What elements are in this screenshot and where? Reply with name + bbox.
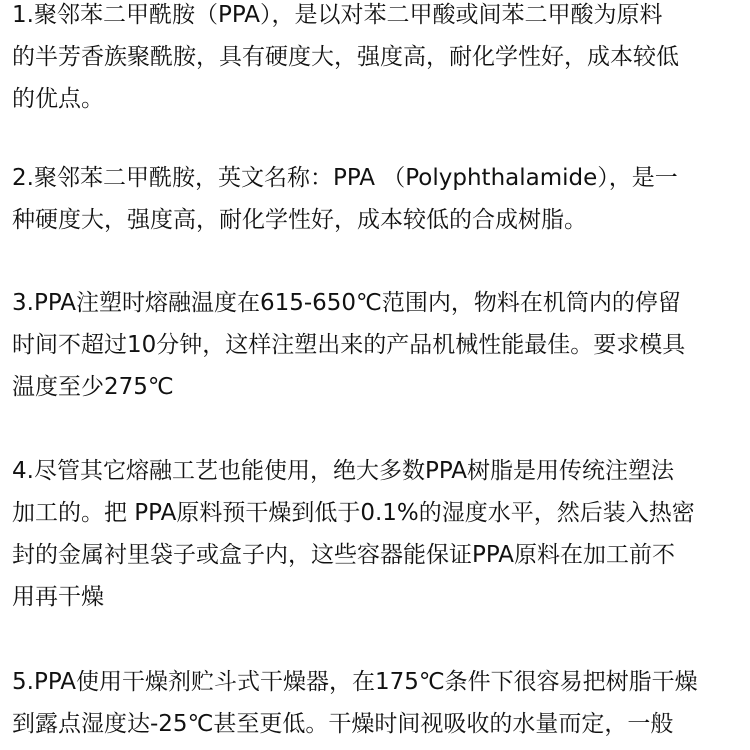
text-line: 的优点。 (12, 86, 104, 112)
text-line: 封的金属衬里袋子或盒子内，这些容器能保证PPA原料在加工前不 (12, 542, 676, 568)
text-line: 1.聚邻苯二甲酰胺（PPA），是以对苯二甲酸或间苯二甲酸为原料 (12, 2, 663, 28)
text-line: 温度至少275℃ (12, 374, 174, 400)
text-line: 用再干燥 (12, 584, 104, 610)
text-line: 到露点湿度达-25℃甚至更低。干燥时间视吸收的水量而定，一般 (12, 711, 674, 737)
text-line: 2.聚邻苯二甲酰胺，英文名称：PPA （Polyphthalamide），是一 (12, 165, 678, 191)
paragraph-5 (12, 661, 750, 745)
text-line: 加工的。把 PPA原料预干燥到低于0.1%的湿度水平，然后装入热密 (12, 500, 695, 526)
text-line: 时间不超过10分钟，这样注塑出来的产品机械性能最佳。要求模具 (12, 332, 686, 358)
paragraph-1 (12, 0, 750, 120)
paragraph-2 (12, 157, 750, 241)
text-line: 5.PPA使用干燥剂贮斗式干燥器，在175℃条件下很容易把树脂干燥 (12, 669, 698, 695)
text-line: 3.PPA注塑时熔融温度在615-650℃范围内，物料在机筒内的停留 (12, 290, 681, 316)
text-line: 4.尽管其它熔融工艺也能使用，绝大多数PPA树脂是用传统注塑法 (12, 458, 674, 484)
paragraph-4 (12, 450, 750, 618)
text-line: 的半芳香族聚酰胺，具有硬度大，强度高，耐化学性好，成本较低 (12, 44, 679, 70)
paragraph-3 (12, 282, 750, 408)
text-line: 种硬度大，强度高，耐化学性好，成本较低的合成树脂。 (12, 207, 587, 233)
